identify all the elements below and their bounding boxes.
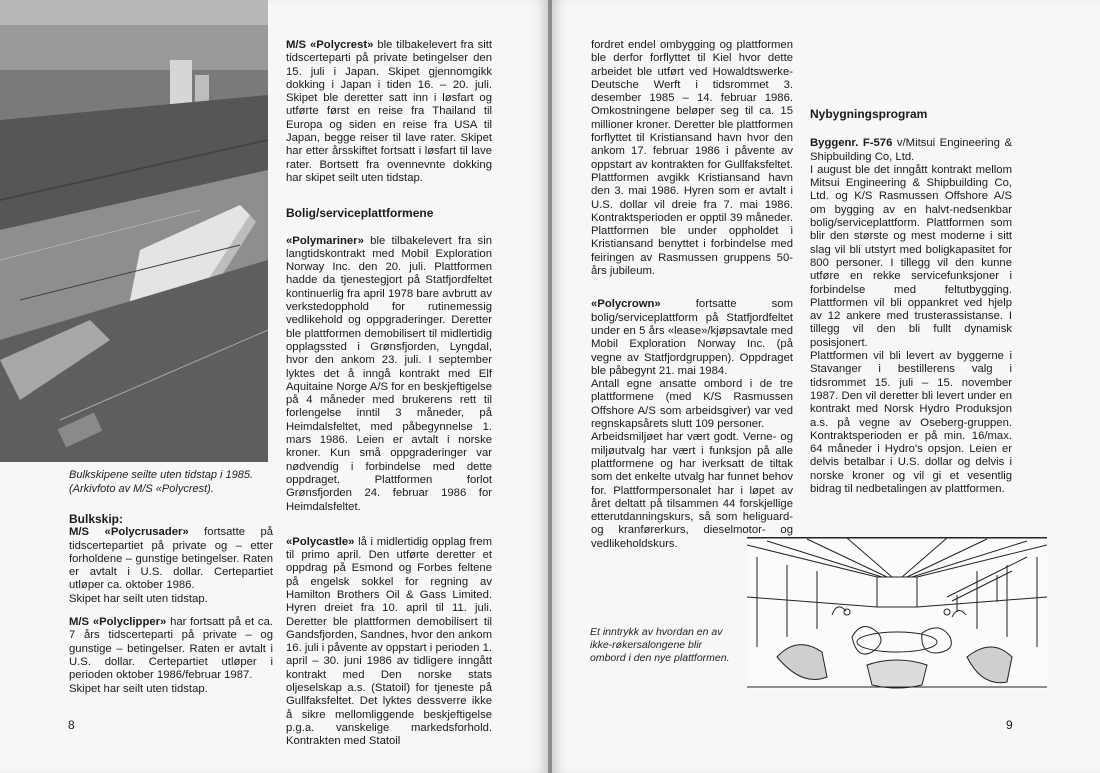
lounge-sketch xyxy=(747,537,1047,690)
page-number-left: 8 xyxy=(68,718,75,732)
polyclipper-name: M/S «Polyclipper» xyxy=(69,616,167,629)
byggenr-intro xyxy=(810,137,1012,164)
left-column-2 xyxy=(286,39,492,759)
polymariner-paragraph xyxy=(286,235,492,514)
miljo-paragraph: Arbeidsmiljøet har vært godt. Verne- og miljøutvalg har vært i funksjon på alle plattformene og har iverksatt de tiltak som det enkelte utvalg har funnet behov for. Plattformpersonalet har i løpet av året deltatt på tilsammen 44 forskjellige etterutdanningskurs, så som heliguard- og kranførerkurs, dieselmotor- og vedlikeholdskurs. xyxy=(591,431,793,550)
polycrown-name: «Polycrown» xyxy=(591,298,661,311)
polyclipper-text: har fortsatt på et ca. 7 års tidscerteparti på private – og gunstige – betingelser. Raten er avtalt i U.S. dollar. Certepartiet utløper i perioden oktober 1986/februar 1987. xyxy=(69,616,274,682)
polycrusader-paragraph xyxy=(69,526,273,592)
byggenr-text2: Plattformen vil bli levert av byggerne i Stavanger i bestillerens valg i tidsrommet 15. juli – 15. november 1987. Den vil deretter bli levert under en kontrakt med Norsk Hydro Produksjon a.s. på vegne av Oseberg-gruppen. Kontraktsperioden er på min. 16/max. 64 måneder i Hydro's opsjon. Leien er delvis betalbar i U.S. dollar og delvis i norske kroner og vil gi et vesentlig bidrag til nedbetalingen av plattformen. xyxy=(810,350,1012,496)
photo-caption: Bulkskipene seilte uten tidstap i 1985. (Arkivfoto av M/S «Polycrest). xyxy=(69,469,254,495)
polyclipper-paragraph xyxy=(69,616,273,682)
byggenr-text1: I august ble det inngått kontrakt mellom Mitsui Engineering & Shipbuilding Co, Ltd. og K/S Rasmussen Offshore A/S om bygging av en halvt-nedsenkbar bolig/serviceplattform. Plattformen som blir den største og mest moderne i sitt slag vil bli utstyrt med boligkapasitet for 800 personer. I tillegg vil den kunne utføre en rekke servicefunksjoner i forbindelse med feltutbygging. Plattformen vil bli oppankret ved hjelp av 12 ankere med trusterassistanse. I tillegg vil den bli fullt dynamisk posisjonert. xyxy=(810,163,1012,349)
harbor-photo xyxy=(0,0,268,462)
polycastle-continued: fordret endel ombygging og plattformen ble derfor forflyttet til Kiel hvor dette arbeidet ble utført ved Howaldtswerke-Deutsche Werft i tidsrommet 3. desember 1985 – 14. februar 1986. Omkostningene beløper seg til ca. 15 millioner kroner. Deretter ble plattformen forflyttet til Kristiansand havn hvor den ankom 17. februar 1986 i påvente av oppstart av kontrakten for Gullfaksfeltet. Plattformen avgikk Kristiansand havn den 3. mai 1986. Hyren som er avtalt i U.S. dollar vil dreie fra 7. mai 1986. Kontraktsperioden er opptil 39 måneder. Plattformen ble under oppholdet i Kristiansand benyttet i forbindelse med feiringen av Rasmussen gruppens 50-års jubileum. xyxy=(591,39,793,278)
polyclipper-extra: Skipet har seilt uten tidstap. xyxy=(69,682,208,695)
right-column-2 xyxy=(810,0,1012,506)
polycrest-text: ble tilbakelevert fra sitt tidscerteparti på private betingelser den 15. juli i Japan. Skipet gjennomgikk dokking i Japan i tiden 16. – 20. juli. Skipet ble deretter satt inn i løsfart og utførte først en reise fra Thailand til Europa og siden en reise fra USA til Japan, begge reiser til lave rater. Skipet har etter årsskiftet fortsatt i løsfart til lave rater. Bortsett fra ovennevnte dokking har skipet seilt uten tidstap. xyxy=(286,39,493,184)
ansatte-paragraph: Antall egne ansatte ombord i de tre plattformene (med K/S Rasmussen Offshore A/S som arbeidsgiver) var ved regnskapsårets slutt 109 personer. xyxy=(591,378,793,431)
sketch-caption: Et inntrykk av hvordan en av ikke-røkersalongene blir ombord i den nye plattformen. xyxy=(590,626,730,664)
polycrest-paragraph xyxy=(286,39,492,185)
polycastle-name: «Polycastle» xyxy=(286,535,355,548)
byggenr-name: Byggenr. F-576 xyxy=(810,137,893,150)
polymariner-text: ble tilbakelevert fra sin langtidskontrakt med Mobil Exploration Norway Inc. den 20. juli. Plattformen hadde da tjenestegjort på Statfjordfeltet kontinuerlig fra april 1978 bare avbrutt av verkstedopphold for rutinemessig vedlikehold og oppgraderinger. Deretter ble plattformen demobilisert til midlertidig opplagssted i Grønsfjorden, Lyngdal, hvor den ankom 23. juli. I september lyktes det å inngå kontrakt med Elf Aquitaine Norge A/S for en beskjeftigelse på 4 måneder med brukerens rett til forlengelse inntil 3 måneder, på Heimdalsfeltet, med påbegynnelse 1. mars 1986. Leien er avtalt i norske kroner. Kun små oppgraderinger var nødvendig i forbindelse med dette oppdraget. Plattformen forlot Grønsfjorden 24. februar 1986 for Heimdalsfeltet. xyxy=(286,234,493,513)
bolig-heading: Bolig/serviceplattformene xyxy=(286,206,434,221)
polymariner-name: «Polymariner» xyxy=(286,234,364,247)
lounge-sketch-drawing xyxy=(747,537,1047,690)
byggenr-line: v/Mitsui Engineering & Shipbuilding Co, Ltd. xyxy=(810,137,1012,163)
polycastle-paragraph xyxy=(286,536,492,749)
page-number-right: 9 xyxy=(1006,718,1013,732)
right-column-1 xyxy=(591,39,793,561)
polycrest-name: M/S «Polycrest» xyxy=(286,39,374,51)
polycrown-text: fortsatte som bolig/serviceplattform på Statfjordfeltet under en 5 års «lease»/kjøpsavtale med Mobil Exploration Norway Inc. (på vegne av Statfjordgruppen). Oppdraget ble påbegynt 21. mai 1984. xyxy=(591,298,794,377)
harbor-photo-image xyxy=(0,0,268,462)
bulkskip-heading: Bulkskip: xyxy=(69,512,124,526)
nybygg-heading: Nybygningsprogram xyxy=(810,107,928,121)
polycrusader-text: fortsatte på tidscertepartiet på private og – etter forholdene – gunstige betingelser. Raten er avtalt i U.S. dollar. Certepartiet utløper ca. oktober 1986. xyxy=(69,526,274,592)
polycrown-paragraph xyxy=(591,298,793,378)
polycastle-text: lå i midlertidig opplag frem til primo april. Den utførte deretter et oppdrag på Esmond og Forbes feltene på engelsk sokkel for regning av Hamilton Brothers Oil & Gass Limited. Hyren dreiet fra 10. april til 11. juli. Deretter ble plattformen demobilisert til Gandsfjorden, Sandnes, hvor den ankom 16. juli i påvente av oppstart i perioden 1. april – 30. juni 1986 av tidligere inngått kontrakt med Den norske stats oljeselskap a.s. (Statoil) for tjeneste på Gullfaksfeltet. Det lyktes dessverre ikke å sikre mellomliggende beskjeftigelse p.g.a. vanskelige markedsforhold. Kontrakten med Statoil xyxy=(286,535,493,748)
bulkskip-column xyxy=(69,513,273,706)
polycrusader-extra: Skipet har seilt uten tidstap. xyxy=(69,592,208,605)
polycrusader-name: M/S «Polycrusader» xyxy=(69,526,189,539)
page-left xyxy=(0,0,548,773)
